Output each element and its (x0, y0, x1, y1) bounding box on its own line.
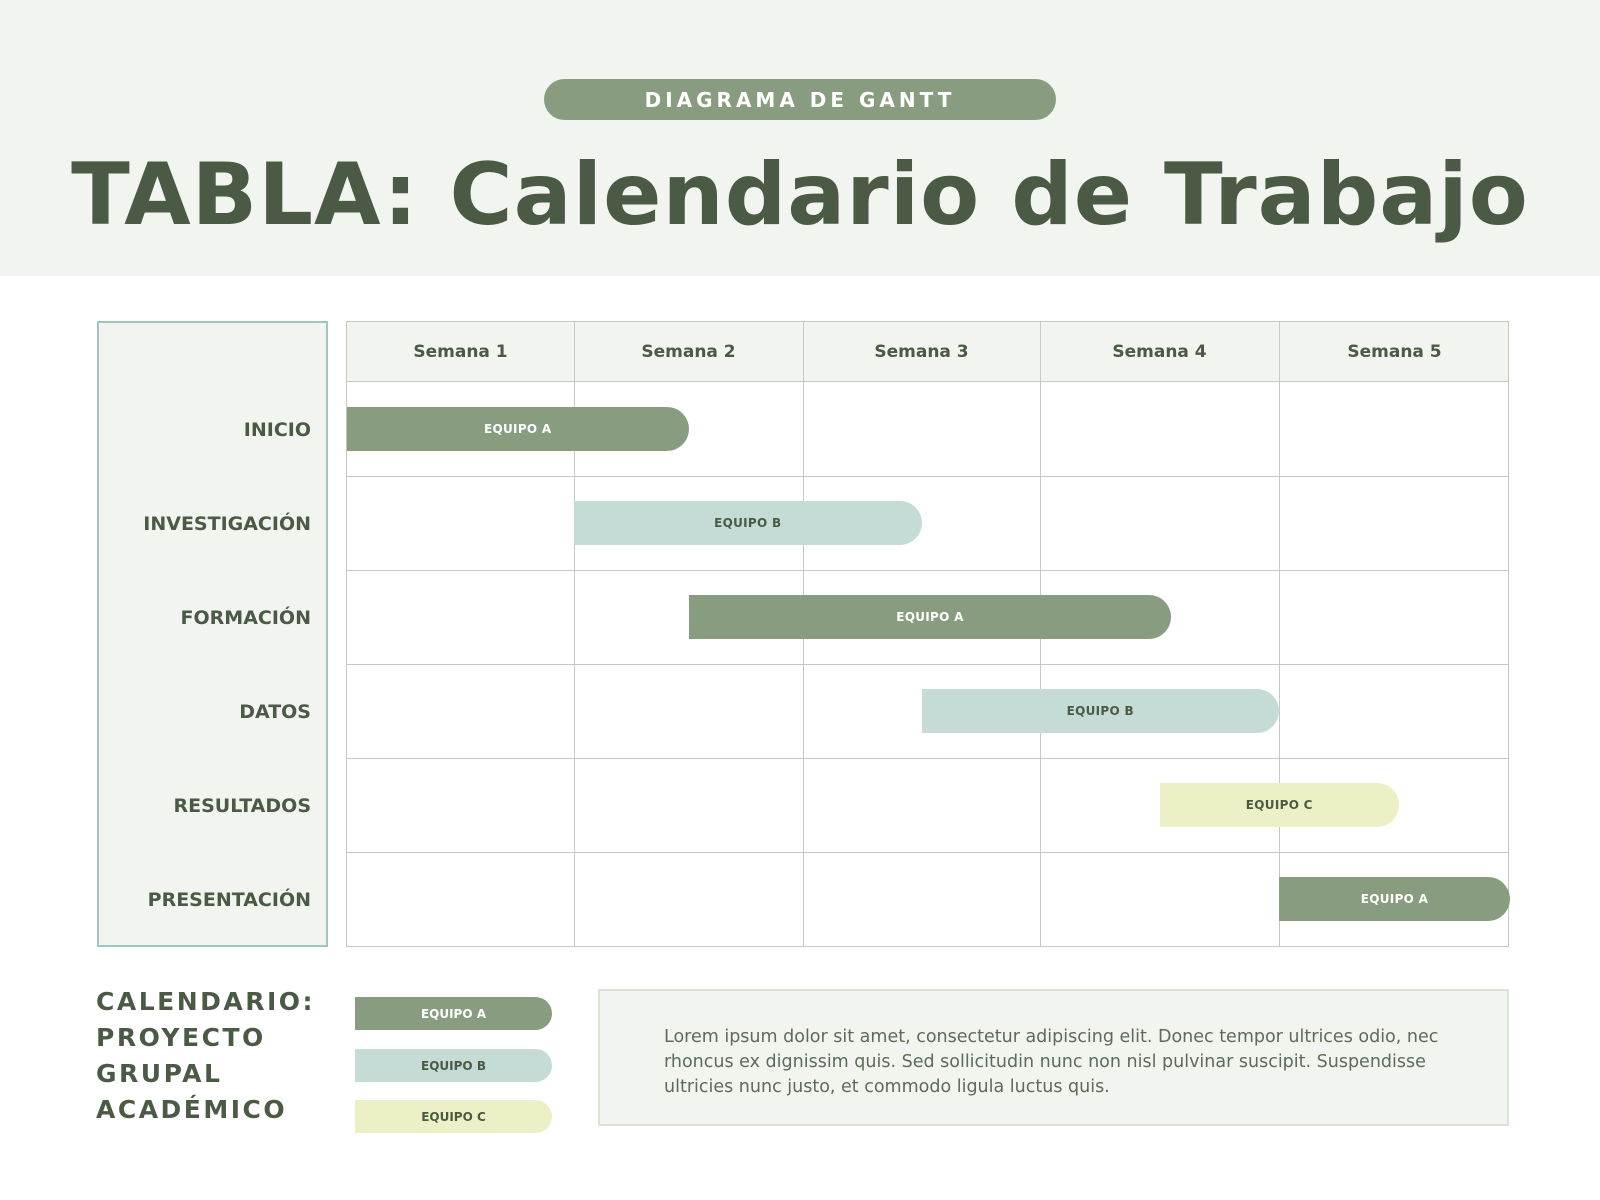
task-label-inicio: INICIO (243, 419, 311, 441)
diagram-type-badge: DIAGRAMA DE GANTT (544, 79, 1056, 120)
task-label-presentación: PRESENTACIÓN (147, 889, 311, 911)
week-label-4: Semana 4 (1112, 342, 1207, 362)
footer-title: CALENDARIO: PROYECTO GRUPAL ACADÉMICO (96, 987, 316, 1124)
task-label-resultados: RESULTADOS (173, 795, 311, 817)
page-title: TABLA: Calendario de Trabajo (71, 145, 1529, 245)
task-label-panel (97, 321, 328, 947)
task-label-investigación: INVESTIGACIÓN (143, 513, 311, 535)
gantt-grid (346, 321, 1509, 947)
task-label-datos: DATOS (239, 701, 311, 723)
header-band (0, 0, 1600, 276)
gantt-bar-datos: EQUIPO B (922, 689, 1280, 733)
gantt-bar-resultados: EQUIPO C (1160, 783, 1400, 827)
notes-box: Lorem ipsum dolor sit amet, consectetur adipiscing elit. Donec tempor ultrices odio, nec rhoncus ex dignissim quis. Sed sollicitudin nunc non nisl pulvinar suscipit. Suspendisse ultricies nunc justo, et commodo ligula luctus quis. (598, 989, 1509, 1126)
task-label-formación: FORMACIÓN (180, 607, 311, 629)
grid-row-divider (347, 852, 1508, 853)
week-label-3: Semana 3 (874, 342, 969, 362)
grid-row-divider (347, 664, 1508, 665)
gantt-bar-presentación: EQUIPO A (1279, 877, 1510, 921)
gantt-bar-investigación: EQUIPO B (574, 501, 922, 545)
week-header-row (347, 322, 1508, 382)
legend-item-equipo-c: EQUIPO C (355, 1100, 552, 1133)
week-label-5: Semana 5 (1347, 342, 1442, 362)
grid-row-divider (347, 758, 1508, 759)
gantt-bar-formación: EQUIPO A (689, 595, 1172, 639)
grid-row-divider (347, 570, 1508, 571)
legend-item-equipo-b: EQUIPO B (355, 1049, 552, 1082)
week-label-2: Semana 2 (641, 342, 736, 362)
gantt-bar-inicio: EQUIPO A (347, 407, 689, 451)
week-label-1: Semana 1 (413, 342, 508, 362)
legend-item-equipo-a: EQUIPO A (355, 997, 552, 1030)
grid-row-divider (347, 476, 1508, 477)
